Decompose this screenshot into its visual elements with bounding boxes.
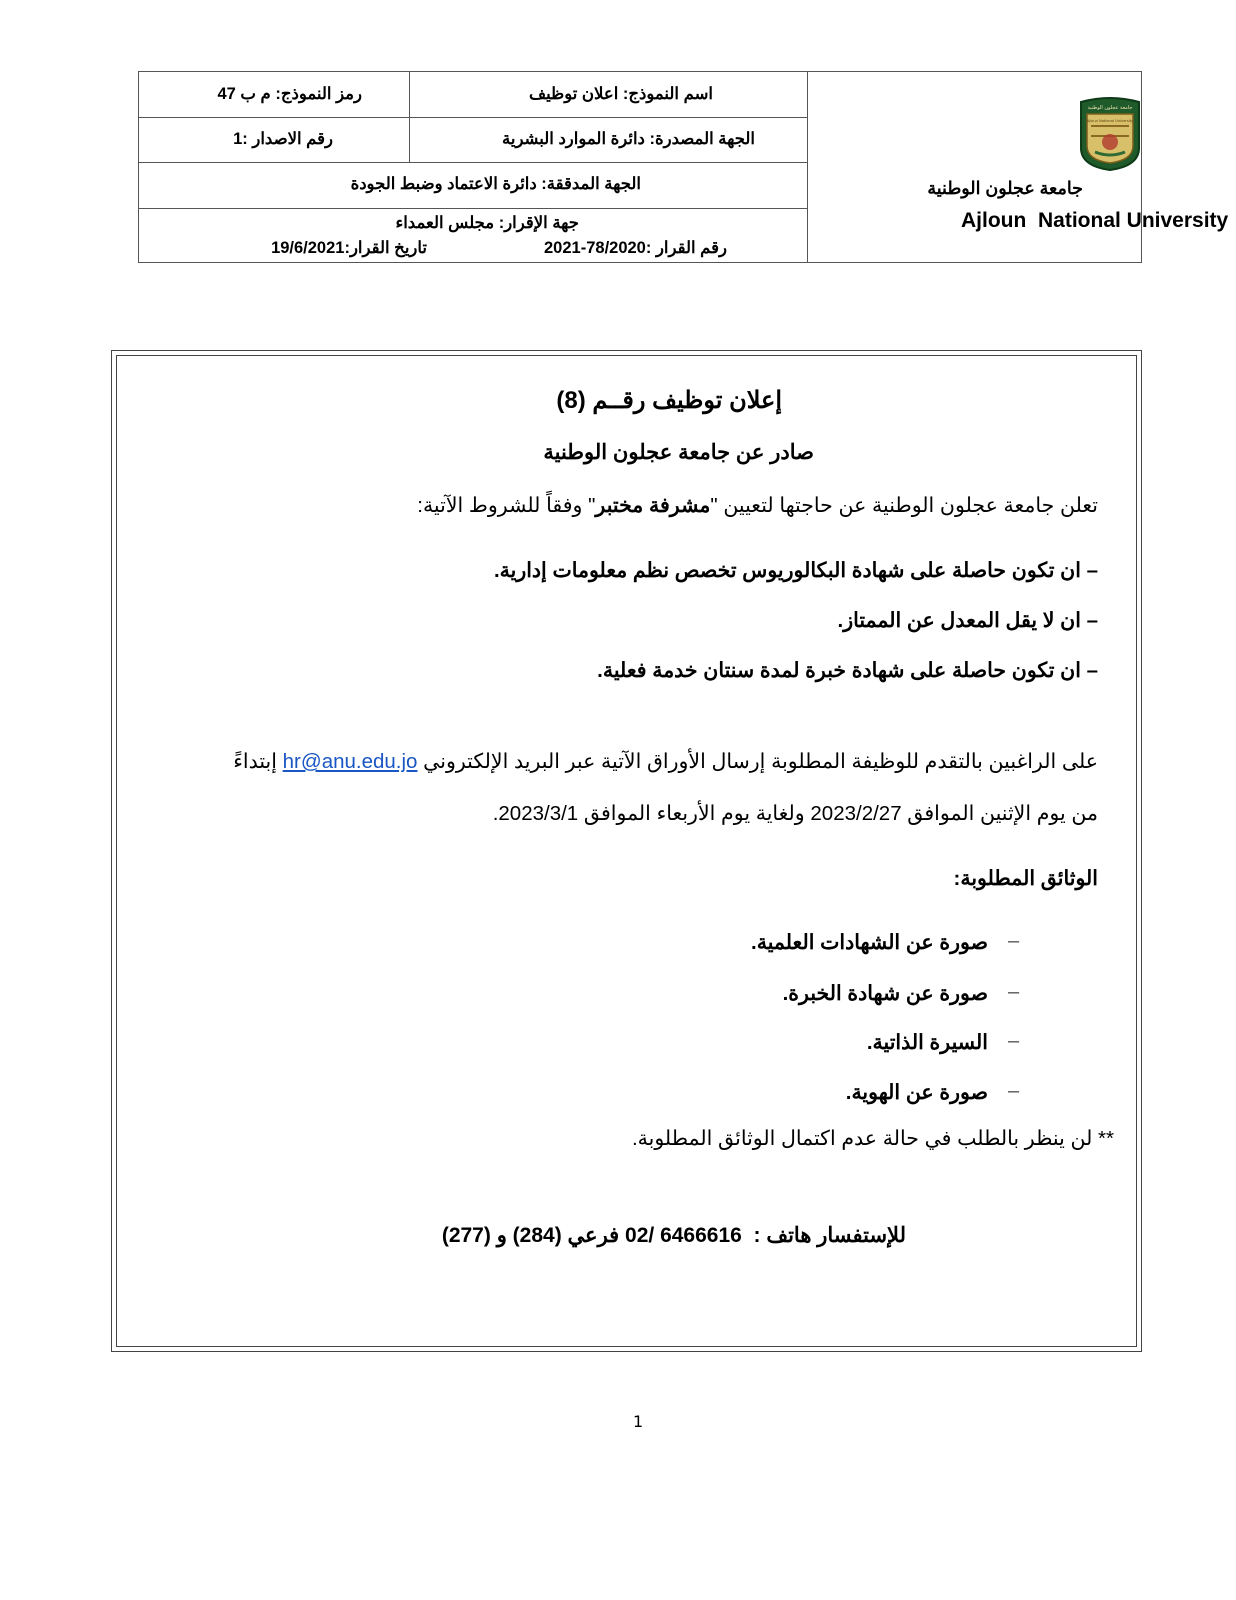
bullet-dash: – bbox=[1008, 1030, 1020, 1052]
page-number: 1 bbox=[633, 1412, 644, 1431]
condition-item: – ان لا يقل المعدل عن الممتاز. bbox=[837, 609, 1098, 632]
decision-number: رقم القرار :78/2020-2021 bbox=[544, 239, 727, 257]
divider bbox=[139, 208, 807, 209]
bullet-dash: – bbox=[1008, 1080, 1020, 1102]
condition-item: – ان تكون حاصلة على شهادة البكالوريوس تخصص نظم معلومات إدارية. bbox=[493, 559, 1098, 582]
university-logo-icon bbox=[1075, 96, 1145, 172]
document-item: السيرة الذاتية. bbox=[866, 1031, 988, 1054]
divider bbox=[139, 162, 807, 163]
announcement-title: إعلان توظيف رقــم (8) bbox=[556, 387, 782, 414]
apply-dates: من يوم الإثنين الموافق 2023/2/27 ولغاية يوم الأربعاء الموافق 2023/3/1. bbox=[492, 802, 1098, 825]
incomplete-note: ** لن ينظر بالطلب في حالة عدم اكتمال الوثائق المطلوبة. bbox=[631, 1127, 1114, 1150]
announcement-subtitle: صادر عن جامعة عجلون الوطنية bbox=[543, 441, 814, 464]
inquiry-phone: للإستفسار هاتف : 6466616 /02 فرعي (284) و (277) bbox=[441, 1224, 906, 1247]
intro-position: مشرفة مختبر bbox=[595, 494, 711, 517]
document-item: صورة عن الشهادات العلمية. bbox=[751, 931, 988, 954]
logo-text-en: Ajloun National University bbox=[1086, 119, 1134, 123]
condition-item: – ان تكون حاصلة على شهادة خبرة لمدة سنتان خدمة فعلية. bbox=[597, 659, 1098, 682]
apply-paragraph bbox=[233, 749, 1098, 774]
logo-area bbox=[927, 72, 1229, 262]
email-link[interactable]: hr@anu.edu.jo bbox=[282, 750, 418, 773]
apply-suffix: إبتداءً bbox=[233, 750, 277, 773]
university-name-en: Ajloun National University bbox=[961, 209, 1229, 232]
university-name-ar: جامعة عجلون الوطنية bbox=[927, 178, 1083, 198]
intro-prefix: تعلن جامعة عجلون الوطنية عن حاجتها لتعيين " bbox=[710, 494, 1098, 517]
header-table bbox=[138, 71, 1229, 263]
decision-date: تاريخ القرار:19/6/2021 bbox=[271, 239, 427, 257]
approver: جهة الإقرار: مجلس العمداء bbox=[395, 214, 579, 232]
document-item: صورة عن الهوية. bbox=[845, 1081, 988, 1104]
bullet-dash: – bbox=[1008, 981, 1020, 1003]
auditor: الجهة المدققة: دائرة الاعتماد وضبط الجودة bbox=[350, 175, 641, 193]
intro-suffix: " وفقاً للشروط الآتية: bbox=[417, 494, 596, 517]
form-name: اسم النموذج: اعلان توظيف bbox=[529, 85, 713, 103]
divider bbox=[139, 117, 807, 118]
divider bbox=[807, 72, 808, 262]
apply-prefix: على الراغبين بالتقدم للوظيفة المطلوبة إرسال الأوراق الآتية عبر البريد الإلكتروني bbox=[423, 750, 1098, 773]
version: رقم الاصدار :1 bbox=[233, 130, 333, 148]
document-item: صورة عن شهادة الخبرة. bbox=[782, 982, 988, 1005]
form-code: رمز النموذج: م ب 47 bbox=[217, 85, 362, 103]
intro-paragraph bbox=[417, 493, 1098, 518]
issuer: الجهة المصدرة: دائرة الموارد البشرية bbox=[502, 130, 755, 148]
documents-heading: الوثائق المطلوبة: bbox=[953, 867, 1098, 890]
bullet-dash: – bbox=[1008, 930, 1020, 952]
logo-text-ar: جامعة عجلون الوطنية bbox=[1087, 105, 1133, 111]
